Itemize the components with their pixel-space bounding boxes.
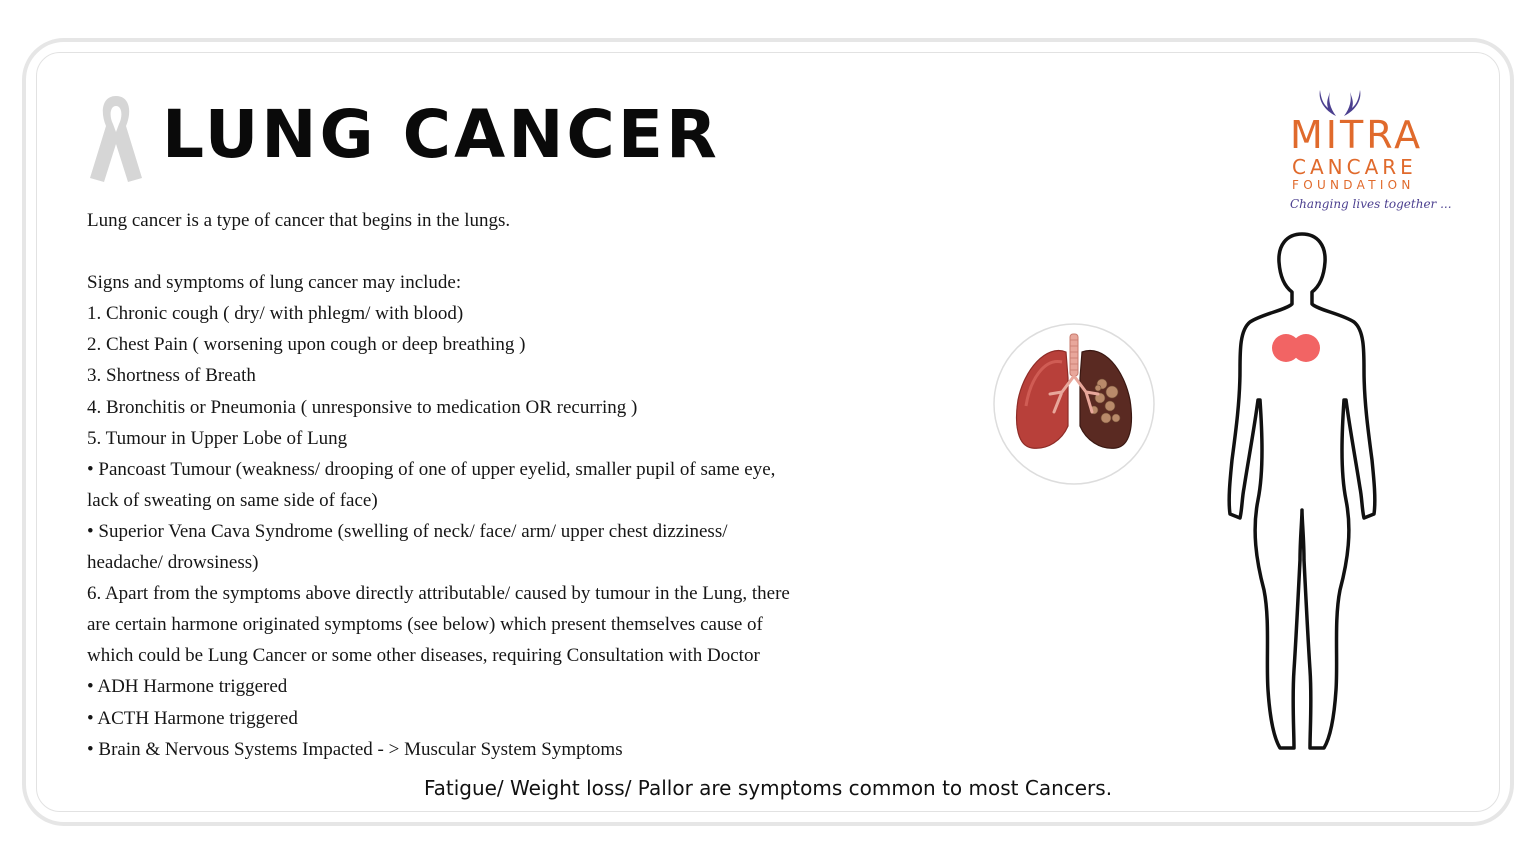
text-line: • Pancoast Tumour (weakness/ drooping of one of upper eyelid, smaller pupil of same eye, bbox=[87, 458, 776, 480]
page-title: LUNG CANCER bbox=[162, 96, 720, 173]
footer-note: Fatigue/ Weight loss/ Pallor are symptoms common to most Cancers. bbox=[423, 776, 1113, 800]
text-line: 2. Chest Pain ( worsening upon cough or deep breathing ) bbox=[87, 334, 526, 356]
logo-foundation: FOUNDATION bbox=[1292, 178, 1415, 192]
logo-name: MITRA bbox=[1290, 113, 1424, 157]
awareness-ribbon-icon bbox=[84, 86, 148, 184]
text-line: are certain harmone originated symptoms (see below) which present themselves cause of bbox=[87, 614, 763, 636]
text-line: • Superior Vena Cava Syndrome (swelling of neck/ face/ arm/ upper chest dizziness/ bbox=[87, 520, 728, 542]
intro-line: Lung cancer is a type of cancer that begins in the lungs. bbox=[87, 210, 511, 231]
text-line: • ACTH Harmone triggered bbox=[87, 707, 298, 729]
text-line: headache/ drowsiness) bbox=[87, 552, 259, 574]
text-line: Signs and symptoms of lung cancer may include: bbox=[87, 272, 462, 294]
text-line: 6. Apart from the symptoms above directly attributable/ caused by tumour in the Lung, there bbox=[87, 583, 790, 605]
text-line: 3. Shortness of Breath bbox=[87, 365, 256, 387]
text-line: lack of sweating on same side of face) bbox=[87, 489, 378, 511]
human-body-outline bbox=[1222, 230, 1382, 758]
blank-line bbox=[87, 236, 947, 267]
logo-tagline: Changing lives together ... bbox=[1290, 197, 1452, 211]
symptoms-text bbox=[87, 205, 947, 765]
text-line: • ADH Harmone triggered bbox=[87, 676, 288, 698]
text-line: 4. Bronchitis or Pneumonia ( unresponsive to medication OR recurring ) bbox=[87, 396, 638, 418]
lungs-illustration bbox=[992, 322, 1156, 486]
text-line: • Brain & Nervous Systems Impacted - > Muscular System Symptoms bbox=[87, 738, 623, 760]
foundation-logo bbox=[1280, 88, 1450, 218]
text-line: which could be Lung Cancer or some other diseases, requiring Consultation with Doctor bbox=[87, 645, 760, 667]
text-line: 1. Chronic cough ( dry/ with phlegm/ with blood) bbox=[87, 303, 464, 325]
logo-subtitle: CANCARE bbox=[1292, 155, 1417, 179]
text-line: 5. Tumour in Upper Lobe of Lung bbox=[87, 427, 348, 449]
